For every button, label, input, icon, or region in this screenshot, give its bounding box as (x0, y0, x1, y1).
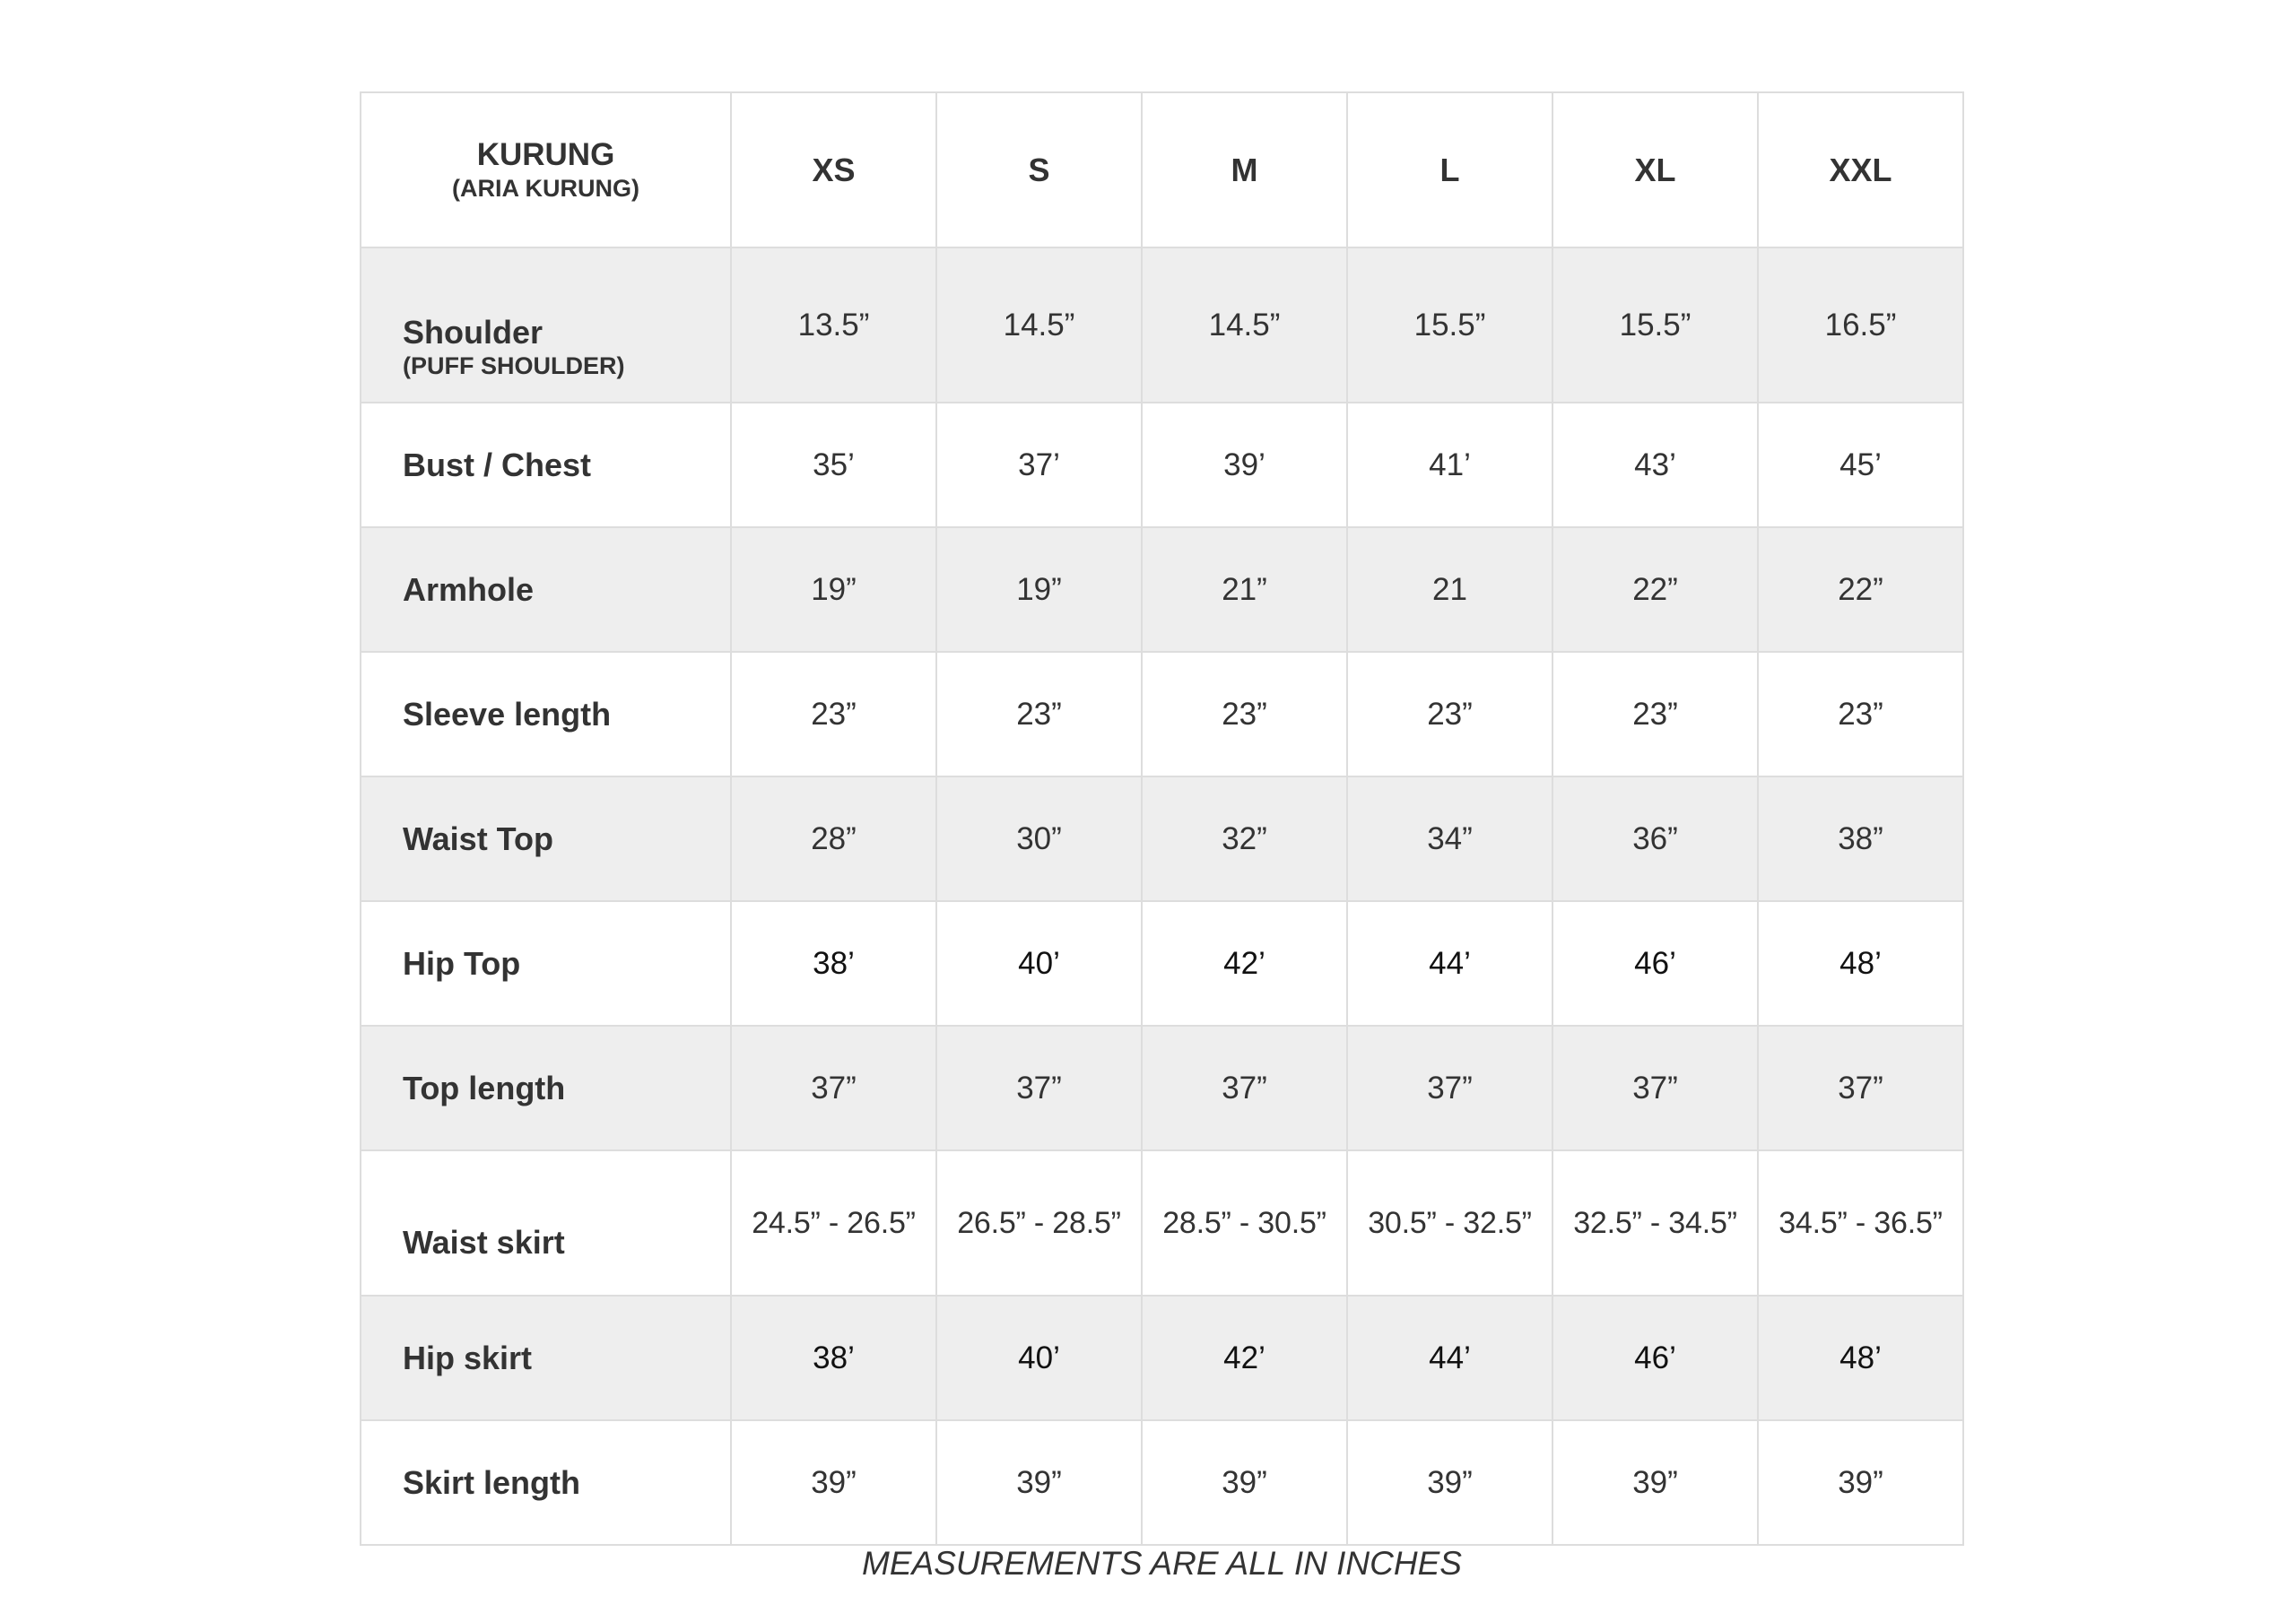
table-cell: 13.5” (731, 247, 936, 403)
table-cell: 38’ (731, 901, 936, 1026)
table-cell: 19” (731, 527, 936, 652)
table-cell: 30” (936, 776, 1142, 901)
table-cell: 44’ (1347, 1296, 1552, 1420)
table-cell: 32” (1142, 776, 1347, 901)
table-cell: 23” (936, 652, 1142, 776)
size-header-m: M (1142, 92, 1347, 247)
table-row-waist-top (361, 776, 1963, 901)
table-cell: 45’ (1758, 403, 1963, 527)
table-cell: 23” (1142, 652, 1347, 776)
table-cell: 39” (936, 1420, 1142, 1545)
table-row-armhole (361, 527, 1963, 652)
table-cell: 23” (1347, 652, 1552, 776)
table-cell: 40’ (936, 901, 1142, 1026)
table-cell: 21” (1142, 527, 1347, 652)
table-cell: 22” (1552, 527, 1758, 652)
size-header-xl: XL (1552, 92, 1758, 247)
product-subname: (ARIA KURUNG) (452, 174, 639, 202)
table-row-shoulder (361, 247, 1963, 403)
table-cell: 23” (731, 652, 936, 776)
table-cell: 41’ (1347, 403, 1552, 527)
table-cell: 23” (1552, 652, 1758, 776)
table-row-hip-top (361, 901, 1963, 1026)
table-cell: 39” (1142, 1420, 1347, 1545)
table-cell: 39’ (1142, 403, 1347, 527)
measurement-unit-note: MEASUREMENTS ARE ALL IN INCHES (862, 1545, 1462, 1582)
row-label: Sleeve length (361, 652, 731, 776)
size-chart-table (360, 91, 1964, 1546)
table-cell: 37” (936, 1026, 1142, 1150)
table-row-top-length (361, 1026, 1963, 1150)
size-header-l: L (1347, 92, 1552, 247)
table-cell: 35’ (731, 403, 936, 527)
corner-header (361, 92, 731, 247)
table-cell: 37’ (936, 403, 1142, 527)
size-header-s: S (936, 92, 1142, 247)
table-cell: 39” (1552, 1420, 1758, 1545)
size-header-xs: XS (731, 92, 936, 247)
table-cell: 15.5” (1552, 247, 1758, 403)
table-cell: 28” (731, 776, 936, 901)
row-label: Hip Top (361, 901, 731, 1026)
row-label-cell (361, 247, 731, 403)
table-cell: 37” (1758, 1026, 1963, 1150)
table-cell: 14.5” (936, 247, 1142, 403)
table-cell: 40’ (936, 1296, 1142, 1420)
row-label: Waist Top (361, 776, 731, 901)
table-cell: 44’ (1347, 901, 1552, 1026)
table-cell: 26.5” - 28.5” (936, 1150, 1142, 1296)
table-cell: 38’ (731, 1296, 936, 1420)
table-cell: 28.5” - 30.5” (1142, 1150, 1347, 1296)
table-cell: 39” (1347, 1420, 1552, 1545)
table-cell: 48’ (1758, 1296, 1963, 1420)
table-cell: 36” (1552, 776, 1758, 901)
table-cell: 37” (1347, 1026, 1552, 1150)
row-label: Hip skirt (361, 1296, 731, 1420)
table-cell: 48’ (1758, 901, 1963, 1026)
table-cell: 15.5” (1347, 247, 1552, 403)
table-cell: 37” (731, 1026, 936, 1150)
table-cell: 39” (1758, 1420, 1963, 1545)
product-name: KURUNG (476, 136, 615, 172)
table-cell: 38” (1758, 776, 1963, 901)
table-cell: 24.5” - 26.5” (731, 1150, 936, 1296)
table-row-hip-skirt (361, 1296, 1963, 1420)
header-row (361, 92, 1963, 247)
table-cell: 34” (1347, 776, 1552, 901)
row-label: Shoulder (403, 314, 544, 351)
table-cell: 16.5” (1758, 247, 1963, 403)
table-cell: 37” (1552, 1026, 1758, 1150)
row-label: Bust / Chest (361, 403, 731, 527)
table-cell: 39” (731, 1420, 936, 1545)
table-row-bust-chest (361, 403, 1963, 527)
table-cell: 30.5” - 32.5” (1347, 1150, 1552, 1296)
table-row-sleeve-length (361, 652, 1963, 776)
table-cell: 19” (936, 527, 1142, 652)
row-label: Waist skirt (361, 1150, 731, 1296)
row-label: Skirt length (361, 1420, 731, 1545)
table-cell: 42’ (1142, 1296, 1347, 1420)
size-header-xxl: XXL (1758, 92, 1963, 247)
table-cell: 46’ (1552, 1296, 1758, 1420)
table-cell: 23” (1758, 652, 1963, 776)
row-label: Armhole (361, 527, 731, 652)
table-row-waist-skirt (361, 1150, 1963, 1296)
table-row-skirt-length (361, 1420, 1963, 1545)
table-cell: 43’ (1552, 403, 1758, 527)
table-cell: 46’ (1552, 901, 1758, 1026)
table-cell: 37” (1142, 1026, 1347, 1150)
table-cell: 42’ (1142, 901, 1347, 1026)
table-cell: 22” (1758, 527, 1963, 652)
table-cell: 14.5” (1142, 247, 1347, 403)
table-cell: 21 (1347, 527, 1552, 652)
row-label: Top length (361, 1026, 731, 1150)
table-cell: 32.5” - 34.5” (1552, 1150, 1758, 1296)
row-sublabel: (PUFF SHOULDER) (403, 352, 625, 379)
table-cell: 34.5” - 36.5” (1758, 1150, 1963, 1296)
